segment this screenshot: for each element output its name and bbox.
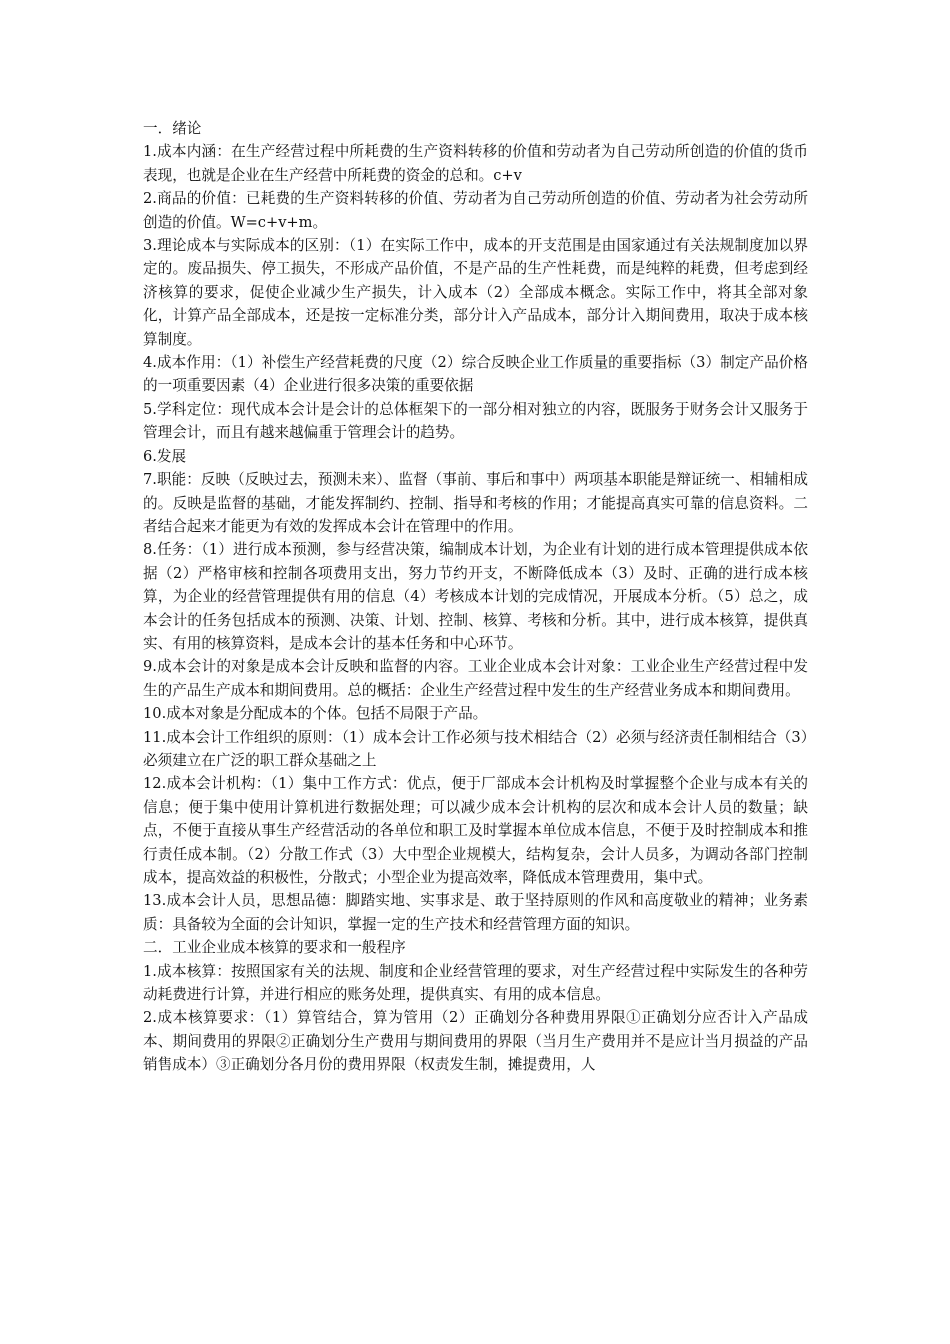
section-heading-cost-accounting: 二．工业企业成本核算的要求和一般程序 xyxy=(143,939,406,957)
paragraph-cost-meaning: 1.成本内涵：在生产经营过程中所耗费的生产资料转移的价值和劳动者为自己劳动所创造的价值的货币表现，也就是企业在生产经营中所耗费的资金的总和。c+v xyxy=(143,143,808,184)
paragraph-theory-vs-actual-cost: 3.理论成本与实际成本的区别：（1）在实际工作中，成本的开支范围是由国家通过有关法规制度加以界定的。废品损失、停工损失，不形成产品价值，不是产品的生产性耗费，而是纯粹的耗费，但考虑到经济核算的要求，促使企业减少生产损失，计入成本（2）全部成本概念。实际工作中，将其全部对象化，计算产品全部成本，还是按一定标准分类，部分计入产品成本，部分计入期间费用，取决于成本核算制度。 xyxy=(143,237,808,348)
paragraph-functions: 7.职能：反映（反映过去，预测未来）、监督（事前、事后和事中）两项基本职能是辩证统一、相辅相成的。反映是监督的基础，才能发挥制约、控制、指导和考核的作用；才能提高真实可靠的信息资料。二者结合起来才能更为有效的发挥成本会计在管理中的作用。 xyxy=(143,471,808,535)
paragraph-cost-function: 4.成本作用：（1）补偿生产经营耗费的尺度（2）综合反映企业工作质量的重要指标（3）制定产品价格的一项重要因素（4）企业进行很多决策的重要依据 xyxy=(143,354,808,395)
paragraph-cost-object: 10.成本对象是分配成本的个体。包括不局限于产品。 xyxy=(143,705,488,723)
paragraph-tasks: 8.任务：（1）进行成本预测，参与经营决策，编制成本计划，为企业有计划的进行成本管理提供成本依据（2）严格审核和控制各项费用支出，努力节约开支，不断降低成本（3）及时、正确的进行成本核算，为企业的经营管理提供有用的信息（4）考核成本计划的完成情况，开展成本分析。（5）总之，成本会计的任务包括成本的预测、决策、计划、控制、核算、考核和分析。其中，进行成本核算，提供真实、有用的核算资料，是成本会计的基本任务和中心环节。 xyxy=(143,541,808,652)
paragraph-object: 9.成本会计的对象是成本会计反映和监督的内容。工业企业成本会计对象：工业企业生产经营过程中发生的产品生产成本和期间费用。总的概括：企业生产经营过程中发生的生产经营业务成本和期间费用。 xyxy=(143,658,808,699)
paragraph-organization-principles: 11.成本会计工作组织的原则：（1）成本会计工作必须与技术相结合（2）必须与经济责任制相结合（3）必须建立在广泛的职工群众基础之上 xyxy=(143,728,808,769)
paragraph-cost-accounting-definition: 1.成本核算：按照国家有关的法规、制度和企业经营管理的要求，对生产经营过程中实际发生的各种劳动耗费进行计算，并进行相应的账务处理，提供真实、有用的成本信息。 xyxy=(143,962,808,1004)
paragraph-commodity-value: 2.商品的价值：已耗费的生产资料转移的价值、劳动者为自己劳动所创造的价值、劳动者为社会劳动所创造的价值。W=c+v+m。 xyxy=(143,190,808,231)
paragraph-accounting-institution: 12.成本会计机构：（1）集中工作方式：优点，便于厂部成本会计机构及时掌握整个企业与成本有关的信息；便于集中使用计算机进行数据处理；可以减少成本会计机构的层次和成本会计人员的数量；缺点，不便于直接从事生产经营活动的各单位和职工及时掌握本单位成本信息，不便于及时控制成本和推行责任成本制。（2）分散工作式（3）大中型企业规模大，结构复杂，会计人员多，为调动各部门控制成本，提高效益的积极性，分散式；小型企业为提高效率，降低成本管理费用，集中式。 xyxy=(143,775,808,886)
paragraph-cost-accounting-requirements: 2.成本核算要求：（1）算管结合，算为管用（2）正确划分各种费用界限①正确划分应否计入产品成本、期间费用的界限②正确划分生产费用与期间费用的界限（当月生产费用并不是应计当月损益的产品销售成本）③正确划分各月份的费用界限（权责发生制，摊提费用，人 xyxy=(143,1009,808,1074)
section-heading-intro: 一．绪论 xyxy=(143,120,202,137)
document-page xyxy=(143,117,808,1077)
paragraph-accounting-personnel: 13.成本会计人员，思想品德：脚踏实地、实事求是、敢于坚持原则的作风和高度敬业的精神；业务素质：具备较为全面的会计知识，掌握一定的生产技术和经营管理方面的知识。 xyxy=(143,892,808,933)
paragraph-development: 6.发展 xyxy=(143,447,187,465)
paragraph-discipline-position: 5.学科定位：现代成本会计是会计的总体框架下的一部分相对独立的内容，既服务于财务会计又服务于管理会计，而且有越来越偏重于管理会计的趋势。 xyxy=(143,400,808,442)
